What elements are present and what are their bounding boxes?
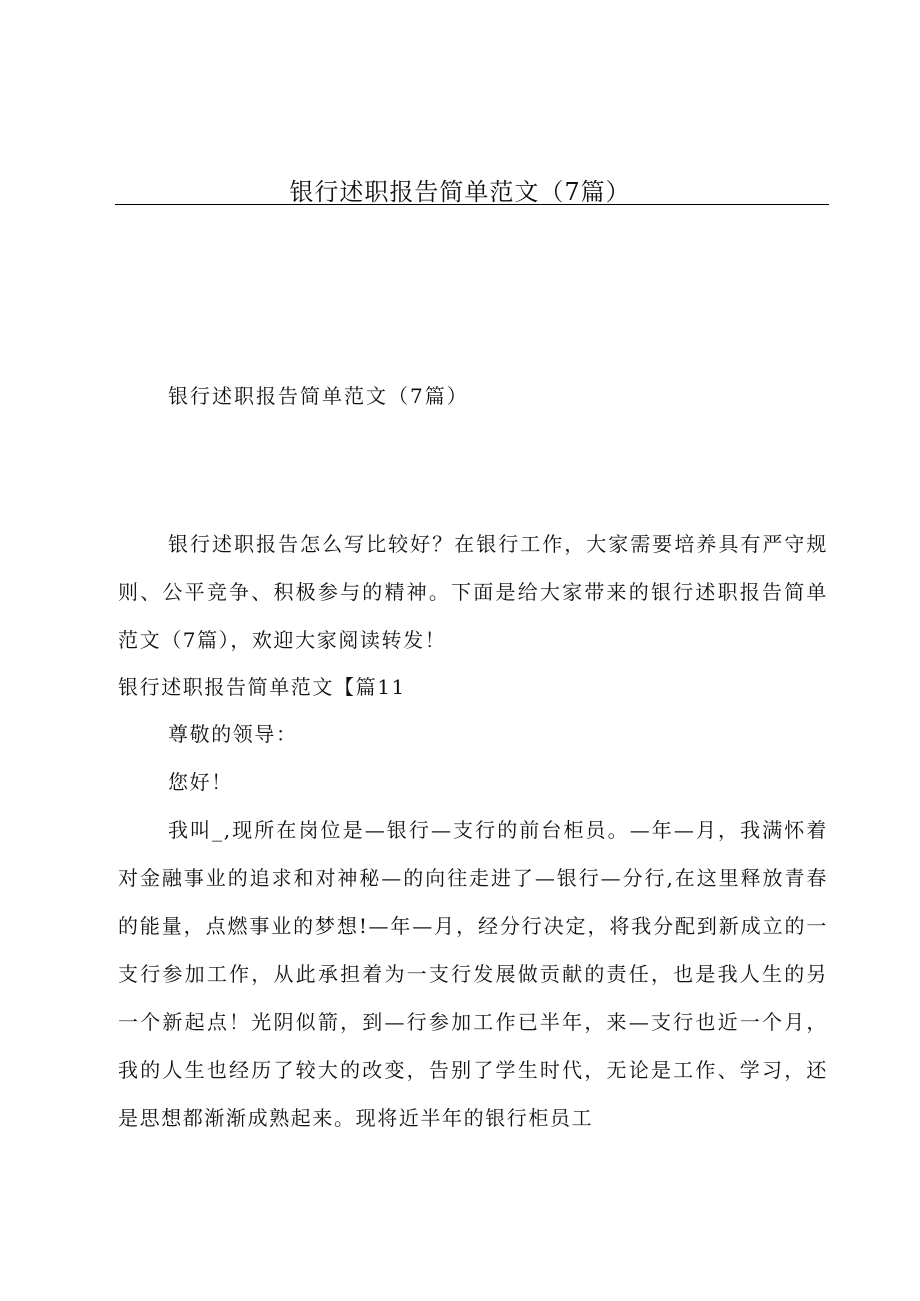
document-body	[118, 520, 828, 1142]
salutation: 尊敬的领导：	[168, 722, 298, 746]
intro-paragraph: 银行述职报告怎么写比较好？在银行工作，大家需要培养具有严守规则、公平竞争、积极参与的精神。下面是给大家带来的银行述职报告简单范文（7篇），欢迎大家阅读转发！	[118, 532, 828, 652]
document-title: 银行述职报告简单范文（7篇）	[168, 384, 469, 408]
body-paragraph: 我叫_,现所在岗位是—银行—支行的前台柜员。—年—月，我满怀着对金融事业的追求和对神秘—的向往走进了—银行—分行,在这里释放青春的能量，点燃事业的梦想!—年—月，经分行决定，将我分配到新成立的一支行参加工作，从此承担着为一支行发展做贡献的责任，也是我人生的另一个新起点！光阴似箭，到—行参加工作已半年，来—支行也近一个月，我的人生也经历了较大的改变，告别了学生时代，无论是工作、学习，还是思想都渐渐成熟起来。现将近半年的银行柜员工	[118, 818, 828, 1130]
section-heading: 银行述职报告简单范文【篇11	[118, 675, 406, 699]
greeting: 您好！	[168, 770, 233, 794]
header-divider	[115, 204, 829, 205]
page-header-title: 银行述职报告简单范文（7篇）	[289, 178, 631, 206]
